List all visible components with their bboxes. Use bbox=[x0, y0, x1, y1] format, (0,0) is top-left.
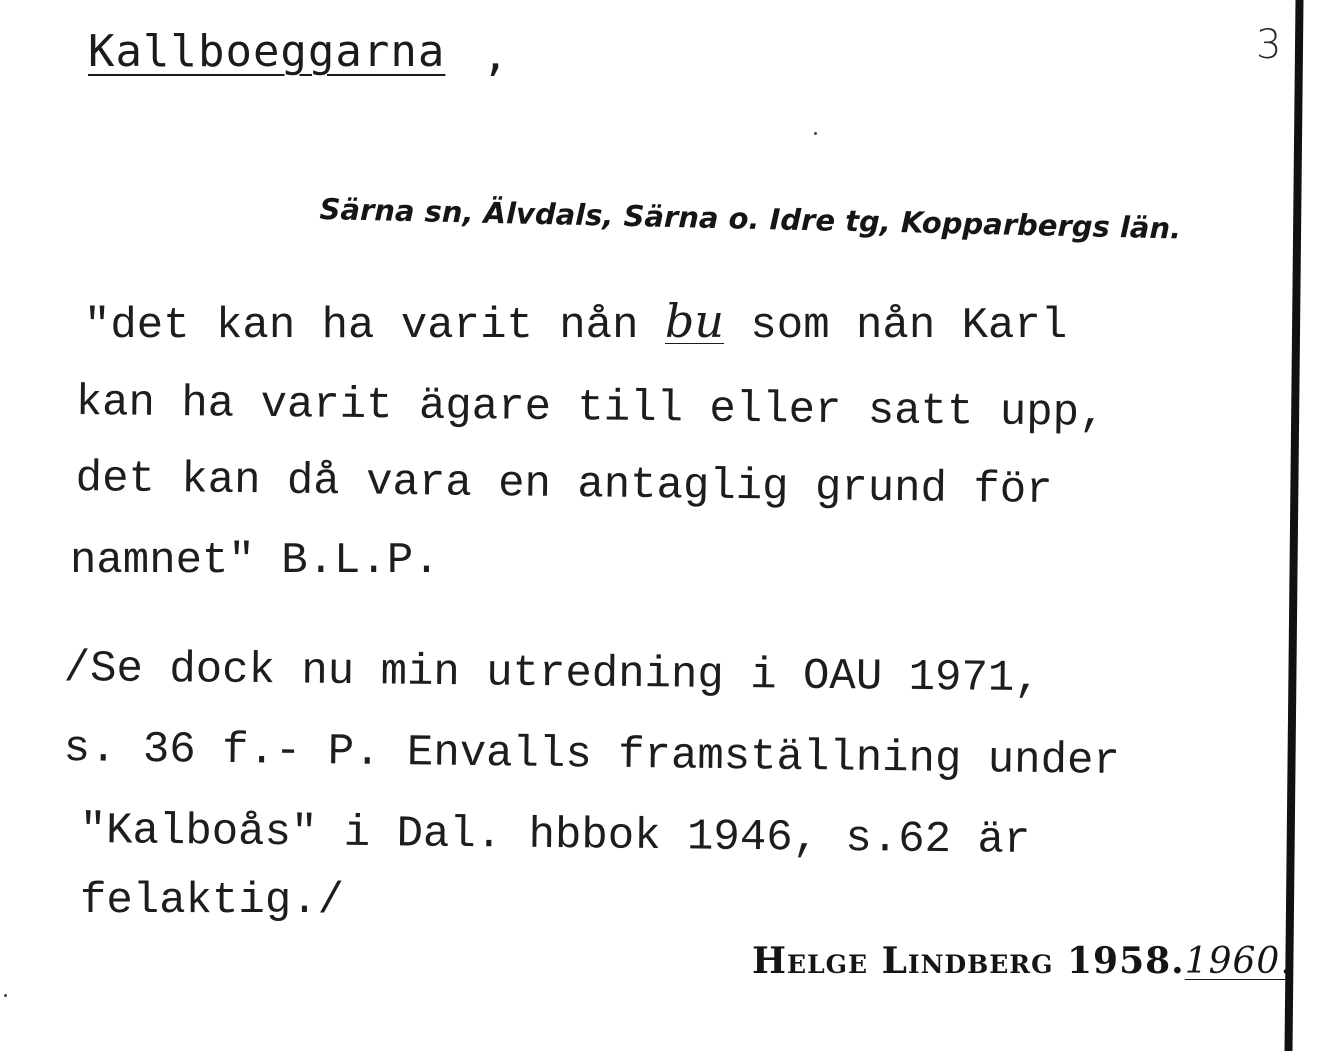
note-line-1: /Se dock nu min utredning i OAU 1971, bbox=[63, 644, 1041, 705]
card-title-punctuation: , bbox=[482, 30, 509, 81]
signature-year: 1958. bbox=[1066, 940, 1185, 982]
quote-line-1-end: som nån Karl bbox=[723, 301, 1068, 351]
signature-handwritten-year: 1960. bbox=[1184, 941, 1293, 982]
note-line-2: s. 36 f.- P. Envalls framställning under bbox=[63, 724, 1121, 787]
quote-line-4: namnet" B.L.P. bbox=[70, 536, 440, 586]
quote-line-1 bbox=[84, 294, 1067, 351]
quote-line-2: kan ha varit ägare till eller satt upp, bbox=[75, 378, 1106, 439]
card-title: Kallboeggarna bbox=[88, 26, 446, 77]
paper-speck bbox=[4, 994, 7, 997]
quote-line-1-start: "det kan ha varit nån bbox=[84, 301, 665, 351]
signature-name: Helge Lindberg bbox=[752, 940, 1054, 982]
note-line-3: "Kalboås" i Dal. hbbok 1946, s.62 är bbox=[79, 806, 1031, 866]
note-line-4: felaktig./ bbox=[80, 876, 345, 926]
paper-speck bbox=[814, 132, 817, 135]
card-right-edge bbox=[1284, 0, 1303, 1051]
card-number: 3 bbox=[1256, 22, 1282, 68]
quote-line-3: det kan då vara en antaglig grund för bbox=[75, 454, 1053, 516]
handwritten-word: bu bbox=[664, 294, 724, 348]
location-line: Särna sn, Älvdals, Särna o. Idre tg, Kopparbergs län. bbox=[319, 192, 1182, 246]
signature bbox=[752, 940, 1293, 982]
